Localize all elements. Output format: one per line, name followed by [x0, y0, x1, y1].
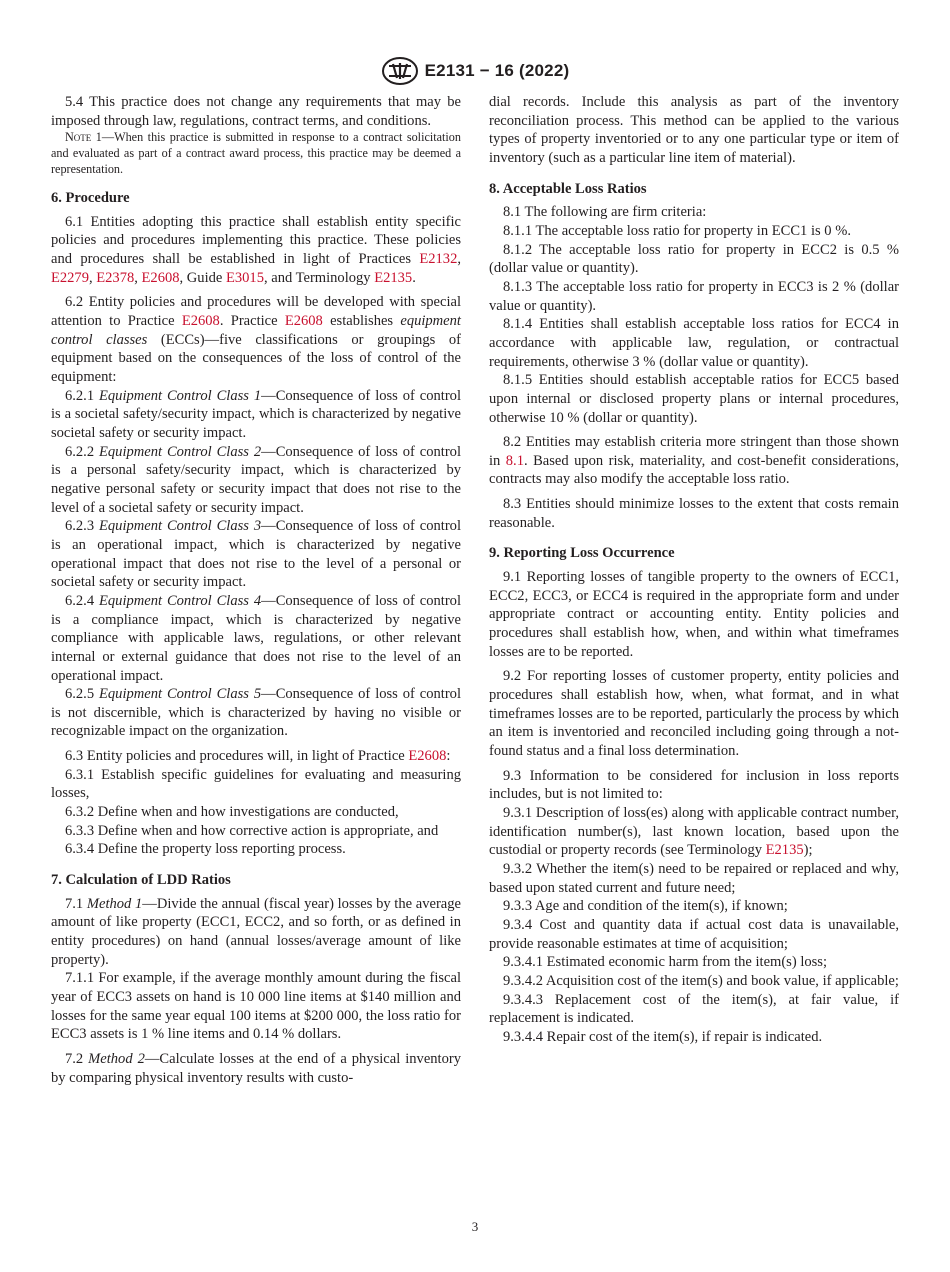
paragraph-9-3-4-3: 9.3.4.3 Replacement cost of the item(s), at fair value, if replacement is indicated. — [489, 991, 899, 1027]
paragraph-6-3: 6.3 Entity policies and procedures will, in light of Practice E2608: — [65, 748, 451, 765]
paragraph-7-1: 7.1 Method 1—Divide the annual (fiscal year) losses by the average amount of like property (ECC1, ECC2, and so forth, or as defined in entity procedures) on hand (annual losses/average amount of like property). — [51, 895, 461, 968]
paragraph-9-3-2: 9.3.2 Whether the item(s) need to be repaired or replaced and why, based upon stated current and future need; — [489, 860, 899, 896]
astm-logo-icon — [381, 56, 419, 86]
paragraph-9-3-4: 9.3.4 Cost and quantity data if actual cost data is unavailable, provide reasonable estimates at time of acquisition; — [489, 916, 899, 952]
paragraph-6-2: 6.2 Entity policies and procedures will be developed with special attention to Practice E2608. Practice E2608 establishes equipment control classes (ECCs)—five classifications or groupings of equipment based on the consequences of the loss of control of the equipment: — [51, 294, 461, 385]
section-9-heading: 9. Reporting Loss Occurrence — [489, 545, 675, 562]
paragraph-6-3-1: 6.3.1 Establish specific guidelines for evaluating and measuring losses, — [51, 766, 461, 802]
ref-link-e2132[interactable]: E2132 — [419, 251, 458, 268]
paragraph-8-1-4: 8.1.4 Entities shall establish acceptable loss ratios for ECC4 in accordance with applicable law, regulation, or contractual requirements, otherwise 3 % (dollar value or quantity). — [489, 316, 899, 370]
ref-link-e3015[interactable]: E3015 — [225, 269, 264, 286]
paragraph-9-3-4-1: 9.3.4.1 Estimated economic harm from the item(s) loss; — [503, 954, 828, 971]
section-6-heading: 6. Procedure — [51, 190, 130, 207]
paragraph-7-2-continued: dial records. Include this analysis as part of the inventory reconciliation process. This method can be applied to the various types of property inventoried or to any one particular type or item of inventory (such as a particular line item of material). — [489, 94, 899, 166]
paragraph-6-3-2: 6.3.2 Define when and how investigations are conducted, — [65, 804, 399, 821]
document-designation: E2131 − 16 (2022) — [424, 61, 570, 80]
page-number: 3 — [471, 1219, 479, 1234]
ref-link-e2608[interactable]: E2608 — [408, 748, 447, 765]
paragraph-6-2-4: 6.2.4 Equipment Control Class 4—Consequence of loss of control is a compliance impact, which is characterized by negative compliance with applicable laws, regulations, or other relevant internal or external guidance that does not rise to the level of an operational impact. — [51, 592, 461, 684]
right-column — [489, 93, 899, 1047]
ref-link-e2135[interactable]: E2135 — [765, 842, 804, 859]
paragraph-6-3-4: 6.3.4 Define the property loss reporting process. — [65, 841, 346, 858]
ref-link-e2608[interactable]: E2608 — [181, 313, 220, 330]
paragraph-6-2-3: 6.2.3 Equipment Control Class 3—Consequence of loss of control is an operational impact, which is characterized by negative operational impact that does not rise to the level of a personal or societal safety or security impact. — [51, 518, 461, 591]
section-8-heading: 8. Acceptable Loss Ratios — [489, 180, 647, 197]
ref-link-e2135[interactable]: E2135 — [374, 269, 413, 286]
paragraph-9-3-4-4: 9.3.4.4 Repair cost of the item(s), if repair is indicated. — [503, 1028, 823, 1045]
paragraph-8-1-3: 8.1.3 The acceptable loss ratio for property in ECC3 is 2 % (dollar value or quantity). — [489, 278, 899, 314]
ref-link-e2378[interactable]: E2378 — [96, 269, 135, 286]
paragraph-6-2-2: 6.2.2 Equipment Control Class 2—Consequence of loss of control is a personal safety/security impact, which is characterized by negative personal safety or security impact that does not rise to the level of a societal safety or security impact. — [51, 443, 461, 516]
paragraph-6-3-3: 6.3.3 Define when and how corrective action is appropriate, and — [65, 822, 439, 839]
paragraph-9-3-3: 9.3.3 Age and condition of the item(s), if known; — [503, 898, 788, 915]
ref-link-e2608[interactable]: E2608 — [141, 269, 180, 286]
paragraph-9-3-4-2: 9.3.4.2 Acquisition cost of the item(s) and book value, if applicable; — [503, 972, 899, 989]
ref-link-8-1[interactable]: 8.1 — [505, 452, 524, 469]
paragraph-9-1: 9.1 Reporting losses of tangible property to the owners of ECC1, ECC2, ECC3, or ECC4 is required in the appropriate form and under appropriate contract or accounting entity. Entity policies and procedures shall establish how, when, and within what timeframes losses are to be reported. — [489, 569, 899, 660]
paragraph-6-2-5: 6.2.5 Equipment Control Class 5—Consequence of loss of control is not discernible, which is characterized by having no visible or recognizable impact on the organization. — [51, 686, 461, 740]
paragraph-8-2: 8.2 Entities may establish criteria more stringent than those shown in 8.1. Based upon risk, materiality, and cost-benefit considerations, contracts may also modify the acceptable loss ratio. — [489, 434, 899, 488]
paragraph-6-1: 6.1 Entities adopting this practice shall establish entity specific policies and procedures implementing this practice. These policies and procedures shall be established in light of Practices E2132, E2279, E2378, E2608, Guide E3015, and Terminology E2135. — [51, 213, 461, 286]
paragraph-7-2: 7.2 Method 2—Calculate losses at the end of a physical inventory by comparing physical inventory results with custo- — [51, 1050, 461, 1086]
paragraph-9-2: 9.2 For reporting losses of customer property, entity policies and procedures shall establish how, when, what format, and in what timeframes losses are to be reported, particularly the process by which an item is inventoried and reconciled including going through a not-found status and a final loss determination. — [489, 668, 899, 759]
page-header — [0, 56, 950, 86]
paragraph-6-2-1: 6.2.1 Equipment Control Class 1—Consequence of loss of control is a societal safety/security impact, which is characterized by negative societal safety or security impact. — [51, 387, 461, 441]
paragraph-5-4: 5.4 This practice does not change any requirements that may be imposed through law, regulations, contract terms, and conditions. — [51, 94, 461, 129]
paragraph-7-1-1: 7.1.1 For example, if the average monthly amount during the fiscal year of ECC3 assets on hand is 10 000 line items at $140 million and losses for the same year equal 100 items at $200 000, the loss ratio for ECC3 assets is 1 % line items and 0.14 % dollars. — [51, 970, 461, 1043]
paragraph-9-3-1: 9.3.1 Description of loss(es) along with applicable contract number, identification number(s), last known location, based upon the custodial or property records (see Terminology E2135); — [489, 804, 899, 859]
paragraph-8-1-1: 8.1.1 The acceptable loss ratio for property in ECC1 is 0 %. — [503, 222, 851, 239]
note-1: Note 1—When this practice is submitted in response to a contract solicitation and evaluated as part of a contract award process, this practice may be deemed a representation. — [51, 130, 461, 176]
paragraph-8-3: 8.3 Entities should minimize losses to the extent that costs remain reasonable. — [489, 496, 899, 531]
left-column — [51, 93, 461, 1087]
ref-link-e2608[interactable]: E2608 — [284, 313, 323, 330]
paragraph-9-3: 9.3 Information to be considered for inclusion in loss reports includes, but is not limited to: — [489, 767, 899, 803]
paragraph-8-1-5: 8.1.5 Entities should establish acceptable ratios for ECC5 based upon internal or disclosed property plans or internal procedures, otherwise 10 % (dollar or quantity). — [489, 372, 899, 426]
section-7-heading: 7. Calculation of LDD Ratios — [51, 872, 231, 889]
ref-link-e2279[interactable]: E2279 — [51, 269, 89, 286]
paragraph-8-1-2: 8.1.2 The acceptable loss ratio for property in ECC2 is 0.5 % (dollar value or quantity). — [489, 241, 899, 277]
paragraph-8-1: 8.1 The following are firm criteria: — [503, 204, 707, 221]
